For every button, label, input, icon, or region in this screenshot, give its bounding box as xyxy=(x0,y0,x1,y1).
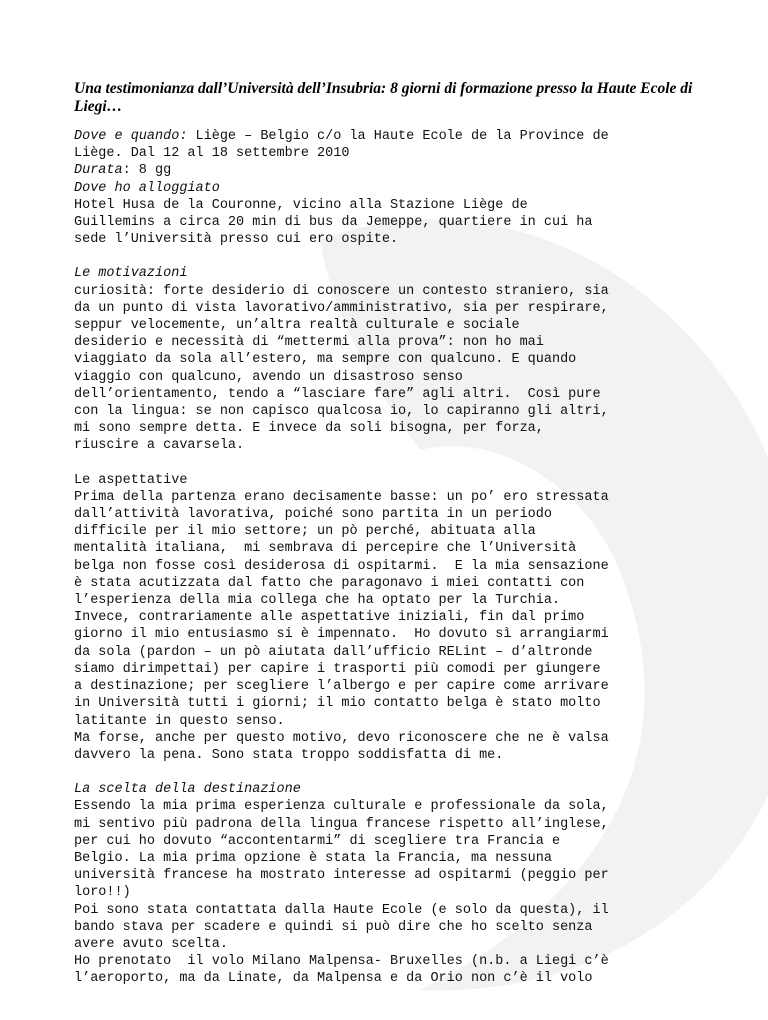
text-run: da sola (pardon – un pò aiutata dall’ufficio RELint – d’altronde xyxy=(74,644,593,660)
text-run: è stata acutizzata dal fatto che paragonavo i miei contatti con xyxy=(74,575,585,591)
text-line xyxy=(74,472,704,489)
text-run: sede l’Università presso cui ero ospite. xyxy=(74,232,399,248)
text-line xyxy=(74,919,704,936)
text-line xyxy=(74,747,704,764)
text-line xyxy=(74,936,704,953)
text-line xyxy=(74,351,704,368)
text-run: da un punto di vista lavorativo/amministrativo, sia per respirare, xyxy=(74,300,609,316)
text-run: per cui ho dovuto “accontentarmi” di scegliere tra Francia e xyxy=(74,833,561,849)
text-run: seppur velocemente, un’altra realtà culturale e sociale xyxy=(74,318,520,334)
text-run: dell’orientamento, tendo a “lasciare fare” agli altri. Così pure xyxy=(74,386,601,402)
text-line xyxy=(74,231,704,248)
text-run: curiosità: forte desiderio di conoscere un contesto straniero, sia xyxy=(74,283,609,299)
italic-run: Dove ho alloggiato xyxy=(74,180,220,196)
text-run: Belgio. La mia prima opzione è stata la Francia, ma nessuna xyxy=(74,850,552,866)
text-run: Liège – Belgio c/o la Haute Ecole de la Province de xyxy=(187,129,609,144)
text-line xyxy=(74,317,704,334)
text-line xyxy=(74,489,704,506)
text-line xyxy=(74,506,704,523)
section-destinazione xyxy=(74,781,704,987)
text-run: Hotel Husa de la Couronne, vicino alla Stazione Liège de xyxy=(74,197,528,213)
text-run: l’aeroporto, ma da Linate, da Malpensa e da Orio non c’è il volo xyxy=(74,971,593,987)
text-line xyxy=(74,850,704,867)
text-line xyxy=(74,678,704,695)
text-run: avere avuto scelta. xyxy=(74,936,228,952)
text-line xyxy=(74,334,704,351)
text-run: a destinazione; per scegliere l’albergo e per capire come arrivare xyxy=(74,679,609,695)
text-line xyxy=(74,523,704,540)
text-run: Le aspettative xyxy=(74,472,188,488)
text-line xyxy=(74,644,704,661)
text-run: desiderio e necessità di “mettermi alla prova”: non ho mai xyxy=(74,335,544,351)
text-run: Ho prenotato il volo Milano Malpensa- Bruxelles (n.b. a Liegi c’è xyxy=(74,954,609,970)
text-line xyxy=(74,626,704,643)
text-line xyxy=(74,540,704,557)
text-line xyxy=(74,145,704,162)
text-line xyxy=(74,437,704,454)
text-line xyxy=(74,386,704,403)
text-line xyxy=(74,695,704,712)
text-run: Poi sono stata contattata dalla Haute Ecole (e solo da questa), il xyxy=(74,902,609,918)
section-motivazioni xyxy=(74,265,704,454)
text-line xyxy=(74,283,704,300)
italic-run: Le motivazioni xyxy=(74,266,188,282)
text-run: siamo dirimpettai) per capire i trasporti più comodi per giungere xyxy=(74,661,601,677)
text-line xyxy=(74,781,704,798)
italic-run: Dove e quando: xyxy=(74,129,188,144)
text-run: Essendo la mia prima esperienza culturale e professionale da sola, xyxy=(74,799,609,815)
text-line xyxy=(74,403,704,420)
text-line xyxy=(74,369,704,386)
text-run: difficile per il mio settore; un pò perché, abituata alla xyxy=(74,524,536,540)
italic-run: Durata xyxy=(74,163,123,179)
text-run: davvero la pena. Sono stata troppo soddisfatta di me. xyxy=(74,747,504,763)
text-run: Guillemins a circa 20 min di bus da Jemeppe, quartiere in cui ha xyxy=(74,215,593,231)
text-line xyxy=(74,162,704,179)
text-run: viaggiato da sola all’estero, ma sempre con qualcuno. E quando xyxy=(74,352,577,368)
text-run: belga non fosse così desiderosa di ospitarmi. E la mia sensazione xyxy=(74,558,609,574)
text-run: università francese ha mostrato interesse ad ospitarmi (peggio per xyxy=(74,868,609,884)
text-run: dall’attività lavorativa, poiché sono partita in un periodo xyxy=(74,507,552,523)
text-run: Prima della partenza erano decisamente basse: un po’ ero stressata xyxy=(74,489,609,505)
text-line xyxy=(74,816,704,833)
text-run: : 8 gg xyxy=(122,163,172,179)
section-info xyxy=(74,128,704,248)
document-title: Una testimonianza dall’Università dell’Insubria: 8 giorni di formazione presso la Haute Ecole di Liegi… xyxy=(74,80,693,115)
text-line xyxy=(74,575,704,592)
text-run: riuscire a cavarsela. xyxy=(74,438,245,454)
text-line xyxy=(74,128,704,145)
document-page xyxy=(74,80,704,1005)
text-run: latitante in questo senso. xyxy=(74,713,285,729)
text-run: mi sentivo più padrona della lingua francese rispetto all’inglese, xyxy=(74,816,609,832)
text-run: in Università tutti i giorni; il mio contatto belga è stato molto xyxy=(74,696,601,712)
text-run: Liège. Dal 12 al 18 settembre 2010 xyxy=(74,146,350,162)
text-line xyxy=(74,558,704,575)
text-run: l’esperienza della mia collega che ha optato per la Turchia. xyxy=(74,593,561,609)
text-line xyxy=(74,798,704,815)
text-line xyxy=(74,214,704,231)
text-line xyxy=(74,609,704,626)
text-run: Ma forse, anche per questo motivo, devo riconoscere che ne è valsa xyxy=(74,730,609,746)
text-run: bando stava per scadere e quindi si può dire che ho scelto senza xyxy=(74,919,593,935)
text-line xyxy=(74,833,704,850)
text-line xyxy=(74,970,704,987)
text-line xyxy=(74,884,704,901)
text-line xyxy=(74,265,704,282)
text-run: con la lingua: se non capisco qualcosa io, lo capiranno gli altri, xyxy=(74,404,609,420)
text-line xyxy=(74,730,704,747)
text-line xyxy=(74,953,704,970)
text-line xyxy=(74,592,704,609)
text-line xyxy=(74,902,704,919)
text-run: loro!!) xyxy=(74,885,131,901)
text-run: mentalità italiana, mi sembrava di percepire che l’Università xyxy=(74,541,577,557)
text-line xyxy=(74,867,704,884)
text-line xyxy=(74,713,704,730)
section-aspettative xyxy=(74,472,704,764)
text-run: mi sono sempre detta. E invece da soli bisogna, per forza, xyxy=(74,421,544,437)
text-run: giorno il mio entusiasmo si è impennato. Ho dovuto sì arrangiarmi xyxy=(74,627,609,643)
text-line xyxy=(74,180,704,197)
text-line xyxy=(74,197,704,214)
text-line xyxy=(74,420,704,437)
text-run: viaggio con qualcuno, avendo un disastroso senso xyxy=(74,369,463,385)
text-line xyxy=(74,300,704,317)
italic-run: La scelta della destinazione xyxy=(74,782,301,798)
document-body xyxy=(74,128,704,988)
text-line xyxy=(74,661,704,678)
text-run: Invece, contrariamente alle aspettative iniziali, fin dal primo xyxy=(74,610,585,626)
